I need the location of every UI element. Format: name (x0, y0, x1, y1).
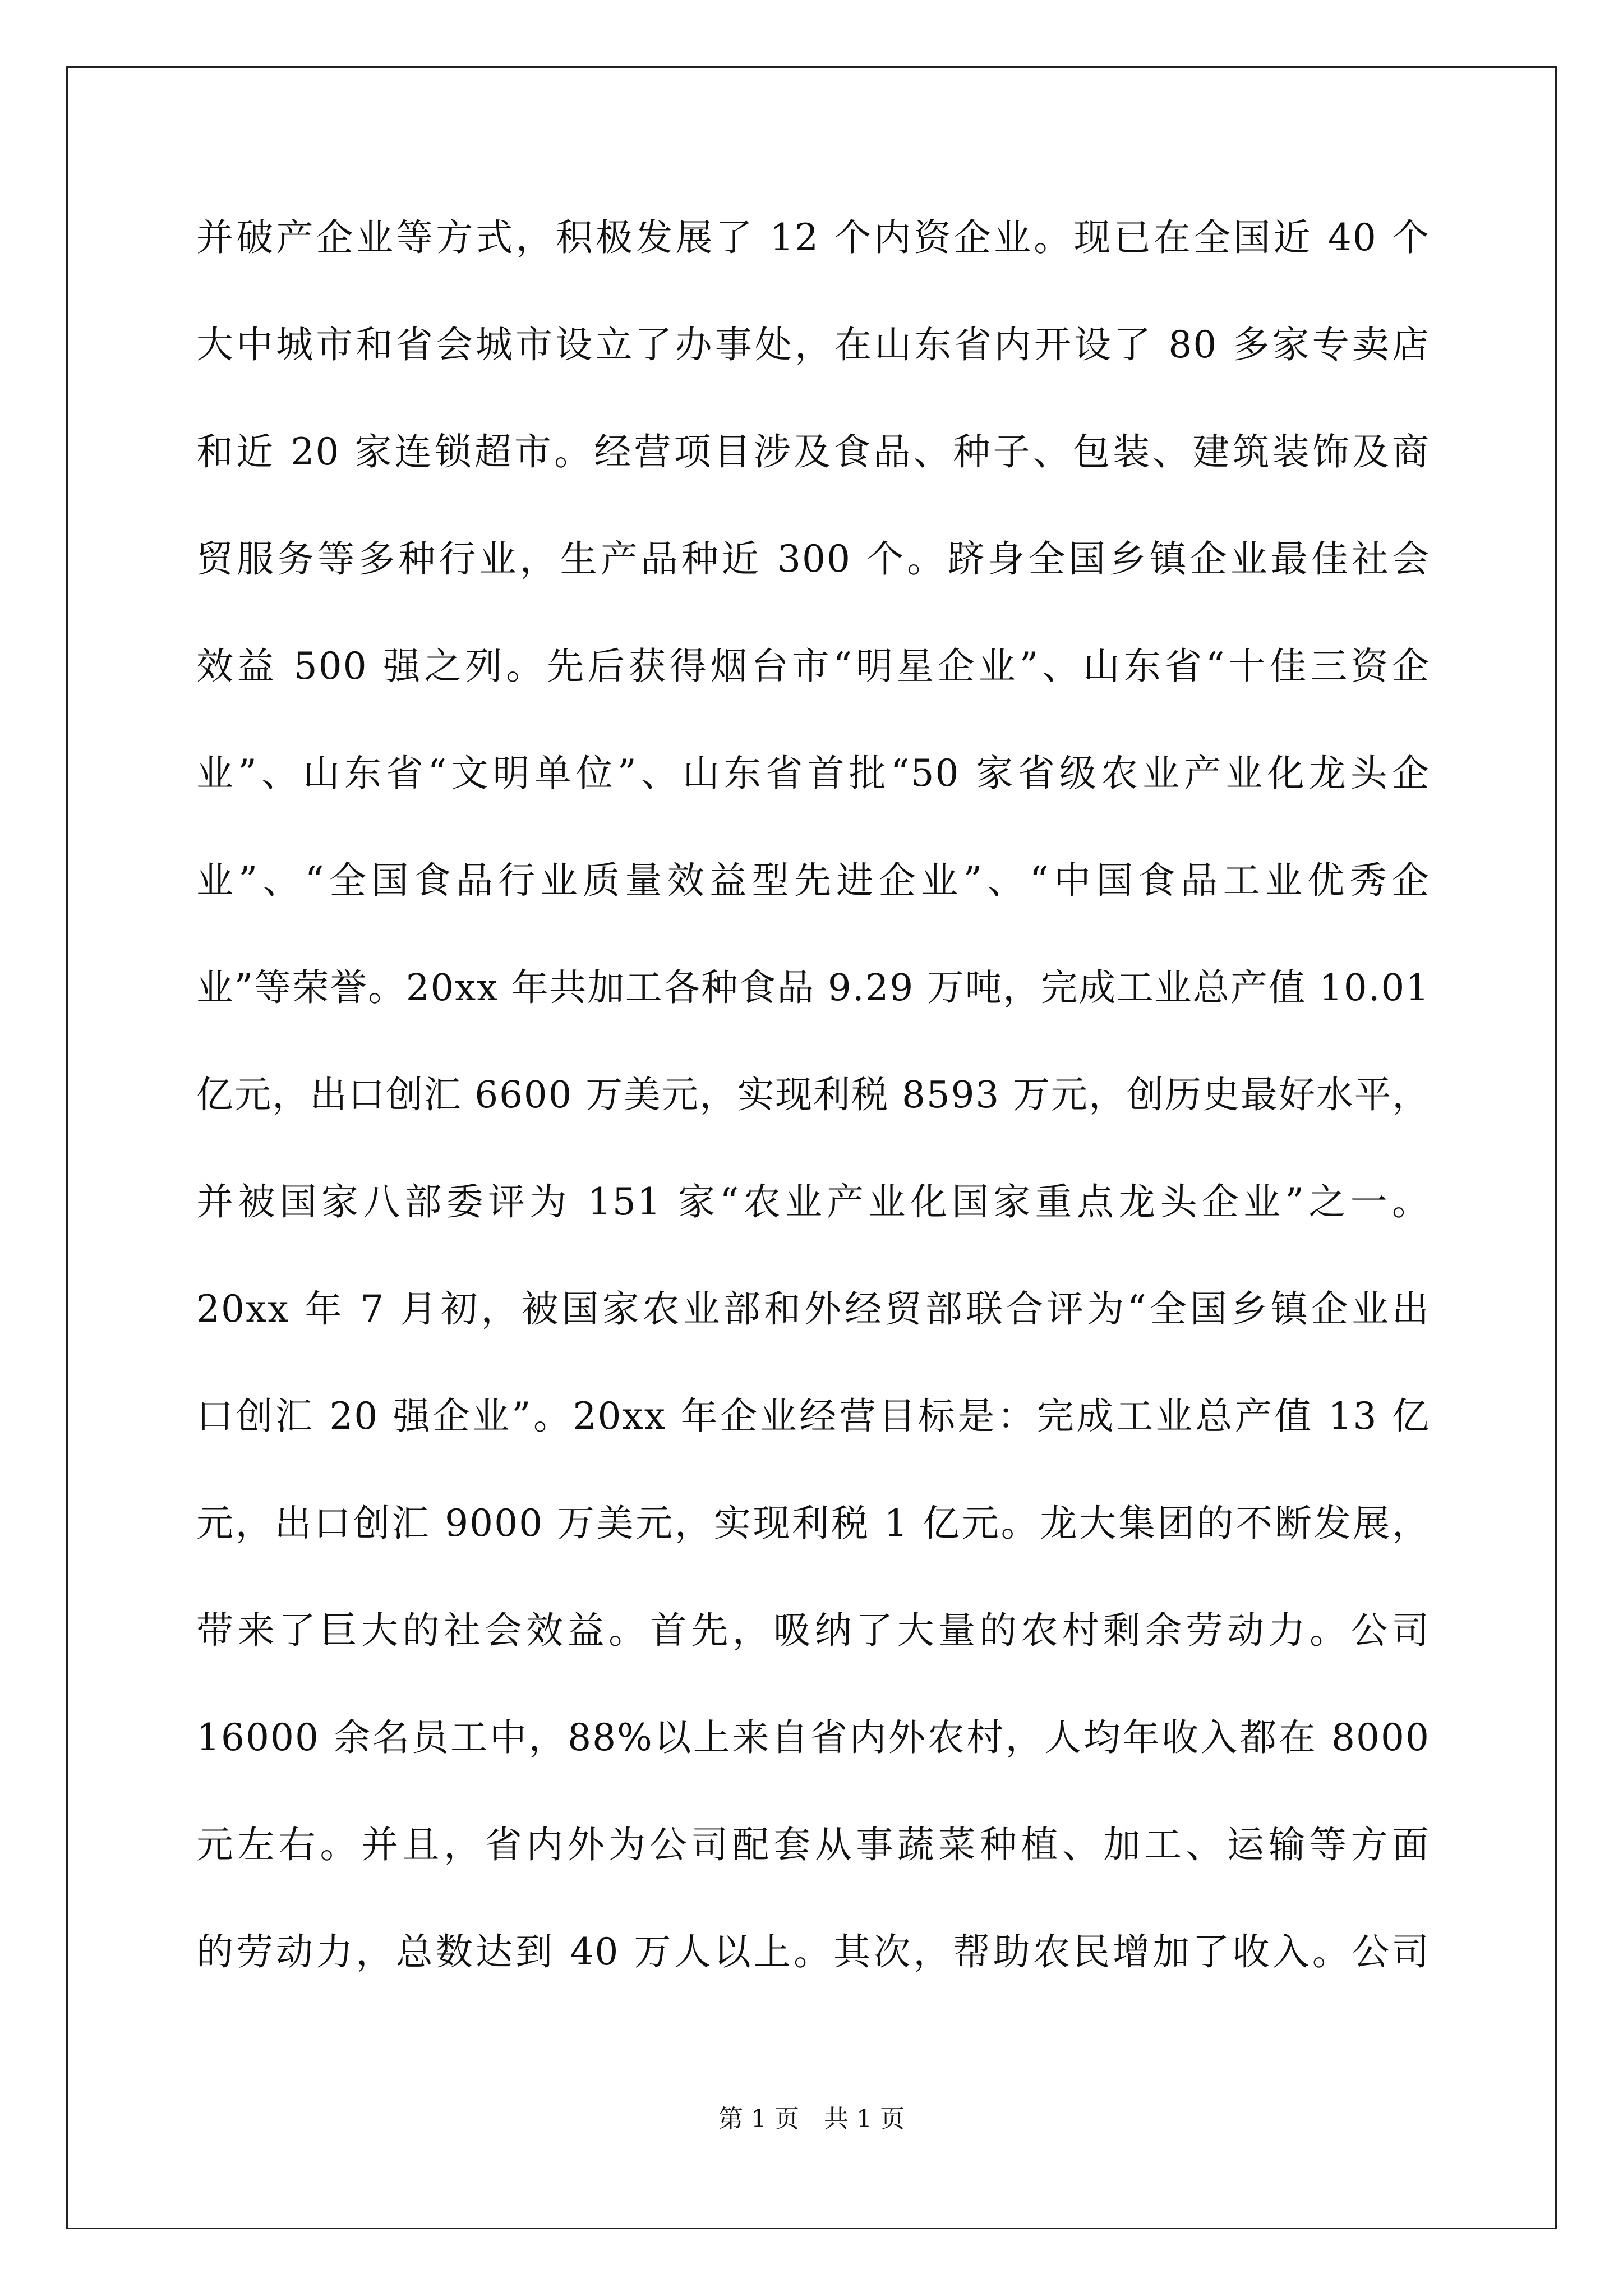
text-line: 贸服务等多种行业，生产品种近 300 个。跻身全国乡镇企业最佳社会 (196, 537, 1430, 581)
text-line: 大中城市和省会城市设立了办事处，在山东省内开设了 80 多家专卖店 (196, 323, 1430, 366)
text-line: 带来了巨大的社会效益。首先，吸纳了大量的农村剩余劳动力。公司 (196, 1609, 1430, 1652)
text-line: 并被国家八部委评为 151 家“农业产业化国家重点龙头企业”之一。 (196, 1180, 1430, 1223)
text-line: 业”等荣誉。20xx 年共加工各种食品 9.29 万吨，完成工业总产值 10.01 (196, 967, 1430, 1009)
text-line: 的劳动力，总数达到 40 万人以上。其次，帮助农民增加了收入。公司 (196, 1930, 1430, 1973)
text-line: 效益 500 强之列。先后获得烟台市“明星企业”、山东省“十佳三资企 (196, 645, 1430, 688)
text-line: 业”、“全国食品行业质量效益型先进企业”、“中国食品工业优秀企 (196, 859, 1430, 902)
text-line: 业”、山东省“文明单位”、山东省首批“50 家省级农业产业化龙头企 (196, 752, 1430, 795)
text-line: 元，出口创汇 9000 万美元，实现利税 1 亿元。龙大集团的不断发展， (196, 1502, 1430, 1545)
text-line: 元左右。并且，省内外为公司配套从事蔬菜种植、加工、运输等方面 (196, 1823, 1430, 1866)
page-number-footer: 第 1 页 共 1 页 (718, 2105, 905, 2133)
text-line: 16000 余名员工中，88%以上来自省内外农村，人均年收入都在 8000 (196, 1716, 1430, 1759)
text-line: 并破产企业等方式，积极发展了 12 个内资企业。现已在全国近 40 个 (196, 216, 1430, 259)
text-line: 和近 20 家连锁超市。经营项目涉及食品、种子、包装、建筑装饰及商 (196, 430, 1430, 473)
text-line: 20xx 年 7 月初，被国家农业部和外经贸部联合评为“全国乡镇企业出 (196, 1287, 1430, 1331)
body-text (196, 216, 1430, 2037)
text-line: 亿元，出口创汇 6600 万美元，实现利税 8593 万元，创历史最好水平， (196, 1074, 1430, 1116)
text-line: 口创汇 20 强企业”。20xx 年企业经营目标是：完成工业总产值 13 亿 (196, 1395, 1430, 1438)
